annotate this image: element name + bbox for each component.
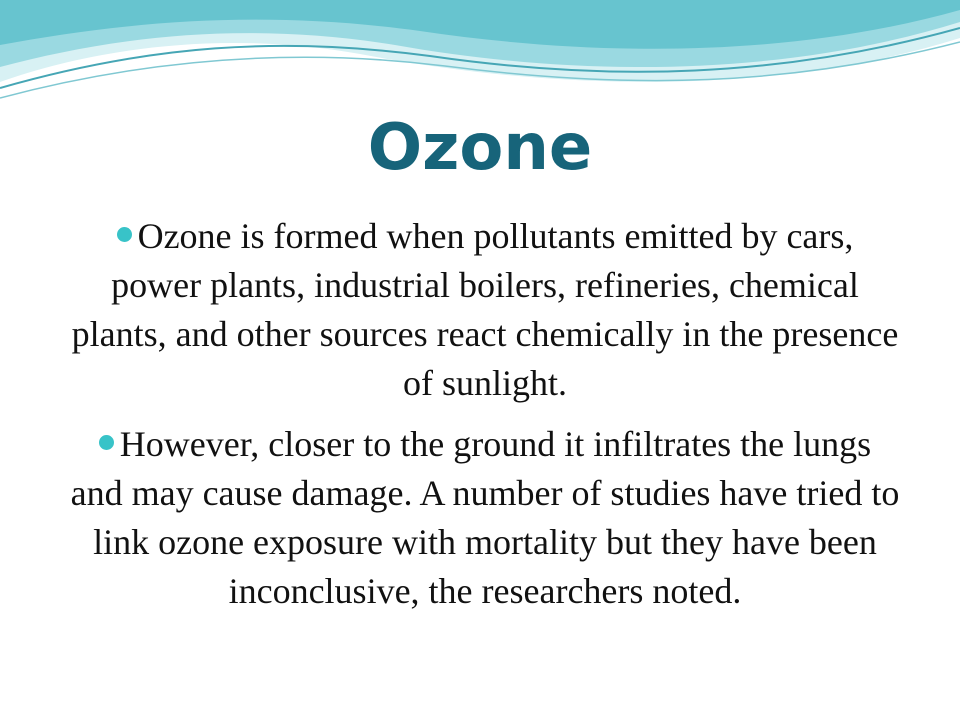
bullet-text: Ozone is formed when pollutants emitted by cars, power plants, industrial boilers, refineries, chemical plants, and other sources react chemically in the presence of sunlight.: [71, 216, 899, 403]
slide-title: Ozone: [367, 111, 593, 185]
header-wave-decoration: [0, 0, 960, 110]
bullet-text: However, closer to the ground it infiltrates the lungs and may cause damage. A number of studies have tried to link ozone exposure with mortality but they have been inconclusive, the researchers noted.: [70, 424, 900, 611]
bullet-dot-icon: [99, 435, 114, 450]
bullet-dot-icon: [117, 227, 132, 242]
bullet-list: [70, 212, 900, 628]
bullet-item: [70, 420, 900, 616]
bullet-item: [70, 212, 900, 408]
